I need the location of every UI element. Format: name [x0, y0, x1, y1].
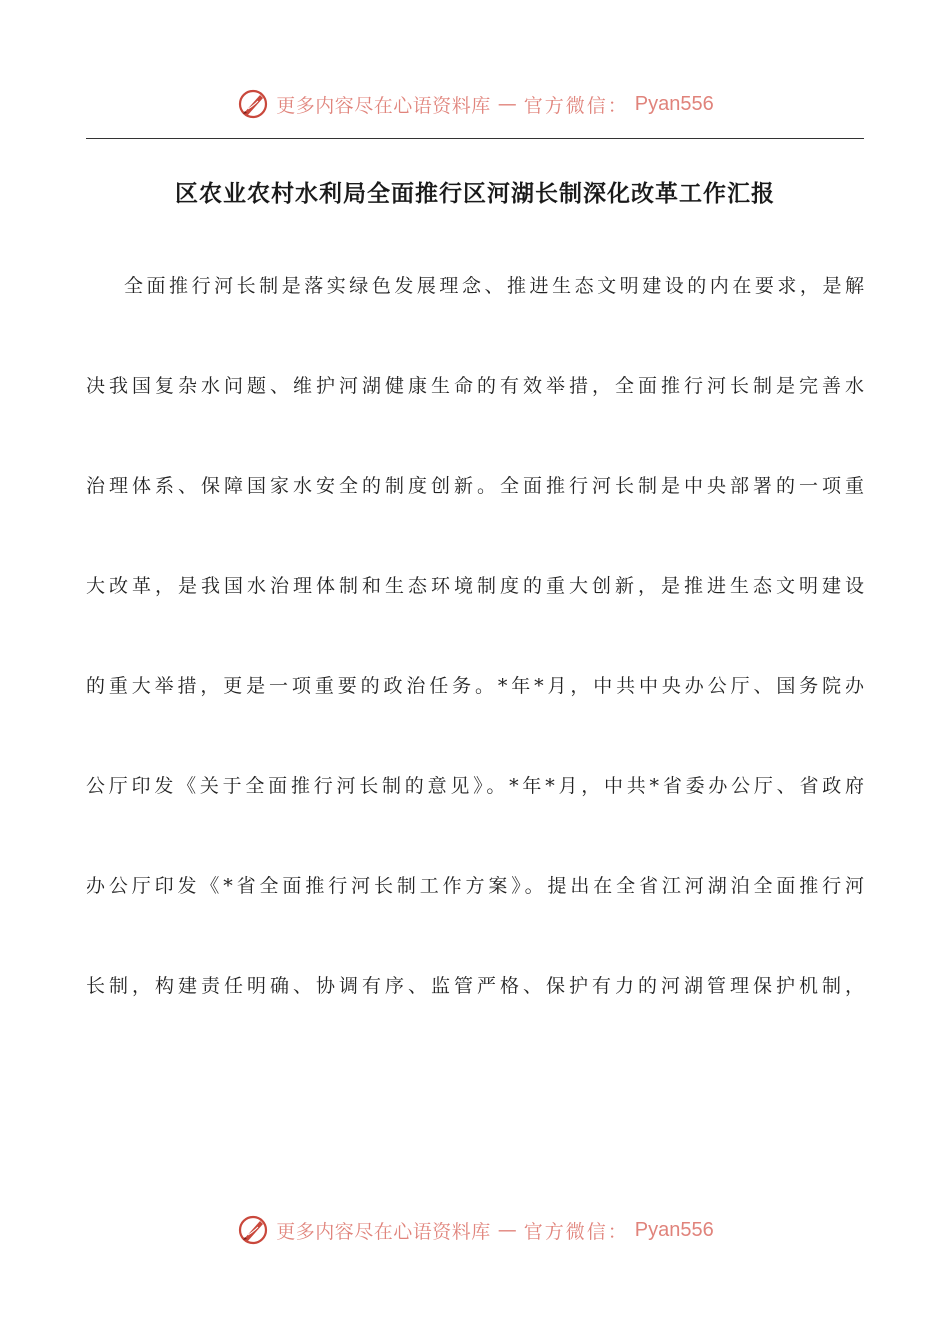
pen-logo-icon: [236, 87, 270, 121]
body-line: 公厅印发《关于全面推行河长制的意见》。*年*月，中共*省委办公厅、省政府: [86, 775, 864, 797]
watermark-dash: —: [497, 1219, 517, 1241]
watermark-site-name: 更多内容尽在心语资料库: [276, 1220, 491, 1243]
body-line: 全面推行河长制是落实绿色发展理念、推进生态文明建设的内在要求，是解: [124, 275, 864, 297]
watermark-wechat-handle: Pyan556: [634, 1218, 714, 1241]
body-line: 治理体系、保障国家水安全的制度创新。全面推行河长制是中央部署的一项重: [86, 475, 864, 497]
pen-logo-icon: [236, 1213, 270, 1247]
body-line: 大改革，是我国水治理体制和生态环境制度的重大创新，是推进生态文明建设: [86, 575, 864, 597]
body-line: 决我国复杂水问题、维护河湖健康生命的有效举措，全面推行河长制是完善水: [86, 375, 864, 397]
header-watermark: [0, 84, 950, 124]
body-line: 的重大举措，更是一项重要的政治任务。*年*月，中共中央办公厅、国务院办: [86, 675, 864, 697]
body-line: 长制，构建责任明确、协调有序、监管严格、保护有力的河湖管理保护机制，: [86, 975, 864, 997]
watermark-wechat-label: 官方微信：: [523, 94, 629, 117]
watermark-site-name: 更多内容尽在心语资料库: [276, 94, 491, 117]
document-title: 区农业农村水利局全面推行区河湖长制深化改革工作汇报: [175, 181, 775, 207]
body-line: 办公厅印发《*省全面推行河长制工作方案》。提出在全省江河湖泊全面推行河: [86, 875, 864, 897]
watermark-wechat-handle: Pyan556: [634, 92, 714, 115]
document-body: [86, 262, 864, 1062]
watermark-dash: —: [497, 93, 517, 115]
header-divider: [86, 138, 864, 139]
footer-watermark: [0, 1210, 950, 1250]
watermark-wechat-label: 官方微信：: [523, 1220, 629, 1243]
